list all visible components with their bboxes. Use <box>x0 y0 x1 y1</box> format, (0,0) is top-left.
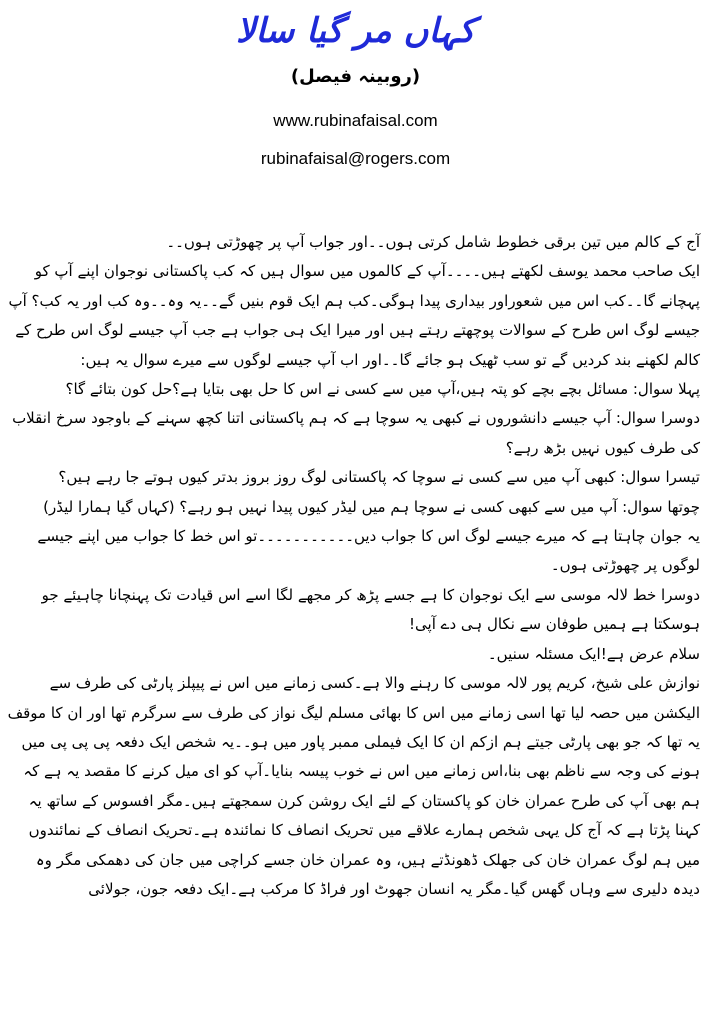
article-title: کہاں مر گیا سالا <box>236 11 475 51</box>
website-url: www.rubinafaisal.com <box>273 111 438 130</box>
paragraph-intro: آج کے کالم میں تین برقی خطوط شامل کرتی ہوں۔۔اور جواب آپ پر چھوڑتی ہوں۔۔ <box>166 233 700 251</box>
question-one: پہلا سوال: مسائل بچے بچے کو پتہ ہیں،آپ میں سے کسی نے اس کا حل بھی بتایا ہے؟حل کون بتائے گا؟ <box>65 380 700 399</box>
paragraph-letter-two: دوسرا خط لالہ موسی سے ایک نوجوان کا ہے جسے پڑھ کر مجھے لگا اسے اس قیادت تک پہنچانا چاہیئے جو ہوسکتا ہے ہمیں طوفان سے نکال ہی دے آپی! <box>41 585 700 634</box>
paragraph-reply: یہ جوان چاہتا ہے کہ میرے جیسے لوگ اس کا جواب دیں۔۔۔۔۔۔۔۔۔۔۔تو اس خط کا جواب میں اپنے جیسے لوگوں پر چھوڑتی ہوں۔ <box>37 527 700 575</box>
author-name: (روبینہ فیصل) <box>290 66 421 87</box>
article-body <box>6 228 700 904</box>
paragraph-letter-one: ایک صاحب محمد یوسف لکھتے ہیں۔۔۔۔آپ کے کالموں میں سوال ہیں کہ کب پاکستانی نوجوان اپنے آپ کو پہچانے گا۔۔کب اس میں شعوراور بیداری پیدا ہوگی۔کب ہم ایک قوم بنیں گے۔۔یہ وہ۔۔وہ کب اور یہ کب؟ آپ جیسے لوگ اس طرح کے سوالات پوچھتے رہتے ہیں اور میرا ایک ہی جواب ہے جب آپ جیسے لوگ اس طرح کے کالم لکھنے بند کردیں گے تو سب ٹھیک ہو جائے گا۔۔اور اب آپ جیسے لوگوں سے میرے سوال یہ ہیں: <box>8 262 700 369</box>
email-address: rubinafaisal@rogers.com <box>260 149 451 168</box>
question-three: تیسرا سوال: کبھی آپ میں سے کسی نے سوچا کہ پاکستانی لوگ روز بروز بدتر کیوں ہوتے جا رہے ہیں؟ <box>58 468 700 487</box>
question-four: چوتھا سوال: آپ میں سے کبھی کسی نے سوچا ہم میں لیڈر کیوں پیدا نہیں ہو رہے؟ (کہاں گیا ہمارا لیڈر) <box>43 497 700 516</box>
question-two: دوسرا سوال: آپ جیسے دانشوروں نے کبھی یہ سوچا ہے کہ ہم پاکستانی اتنا کچھ سہنے کے باوجود سرخ انقلاب کی طرف کیوں نہیں بڑھ رہے؟ <box>12 409 700 457</box>
paragraph-salutation: سلام عرض ہے!ایک مسئلہ سنیں۔ <box>487 644 700 663</box>
paragraph-letter-two-body: نوازش علی شیخ، کریم پور لالہ موسی کا رہنے والا ہے۔کسی زمانے میں اس نے پیپلز پارٹی کی طرف سے الیکشن میں حصہ لیا تھا اسی زمانے میں اس کا بھائی مسلم لیگ نواز کی طرف سے سرگرم تھا اور ان کا موقف یہ تھا کہ جو بھی پارٹی جیتے ہم ازکم ان کا ایک فیملی ممبر پاور میں ہو۔۔یہ شخص ایک دفعہ پی پی پی میں ہونے کی وجہ سے ناظم بھی بنا،اس زمانے میں اس نے خوب پیسہ بنایا۔آپ کو ای میل کرنے کا مقصد یہ ہے کہ ہم بھی آپ کی طرح عمران خان کو پاکستان کے لئے ایک روشن کرن سمجھتے ہیں۔مگر افسوس کے ساتھ یہ کہنا پڑتا ہے کہ آج کل یہی شخص ہمارے علاقے میں تحریک انصاف کا نمائندہ ہے۔تحریک انصاف کے نمائندوں میں ہم لوگ عمران خان کی جھلک ڈھونڈتے ہیں، وہ عمران خان جسے کراچی میں جان کی دھمکی مگر وہ دیدہ دلیری سے وہاں گھس گیا۔مگر یہ انسان جھوٹ اور فراڈ کا مرکب ہے۔ایک دفعہ جون، جولائی <box>7 674 700 898</box>
